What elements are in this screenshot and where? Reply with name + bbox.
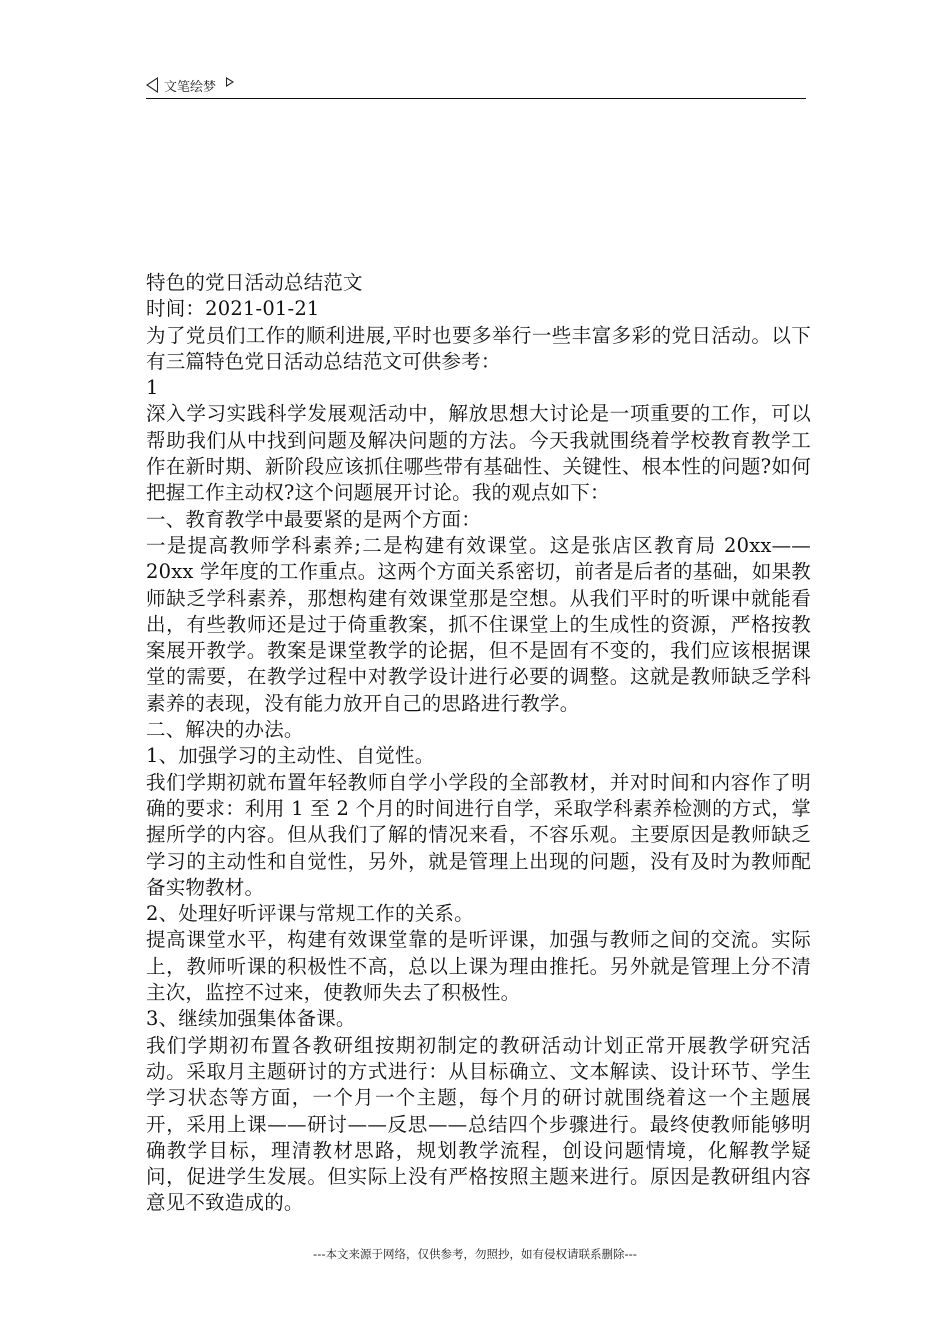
subsection-heading: 1、加强学习的主动性、自觉性。 <box>146 744 435 768</box>
document-date: 时间：2021-01-21 <box>146 297 320 321</box>
document-title: 特色的党日活动总结范文 <box>146 271 363 294</box>
left-triangle-icon <box>146 77 158 93</box>
section-number: 1 <box>146 376 159 400</box>
paragraph: 我们学期初布置各教研组按期初制定的教研活动计划正常开展教学研究活动。采取月主题研讨的方式进行：从目标确立、文本解读、设计环节、学生学习状态等方面，一个月一个主题，每个月的研讨就围绕着这一个主题展开，采用上课——研讨——反思——总结四个步骤进行。最终使教师能够明确教学目标，理清教材思路，规划教学流程，创设问题情境，化解教学疑问，促进学生发展。但实际上没有严格按照主题来进行。原因是教研组内容意见不致造成的。 <box>146 1033 811 1215</box>
header-brand: 文笔绘梦 <box>164 79 217 95</box>
header-divider <box>146 98 806 99</box>
paragraph: 为了党员们工作的顺利进展,平时也要多举行一些丰富多彩的党日活动。以下有三篇特色党日活动总结范文可供参考： <box>146 323 811 373</box>
page-header <box>146 73 806 97</box>
document-body <box>146 270 811 1217</box>
paragraph: 深入学习实践科学发展观活动中，解放思想大讨论是一项重要的工作，可以帮助我们从中找到问题及解决问题的方法。今天我就围绕着学校教育教学工作在新时期、新阶段应该抓住哪些带有基础性、关键性、根本性的问题?如何把握工作主动权?这个问题展开讨论。我的观点如下： <box>146 402 811 505</box>
right-triangle-icon <box>226 77 234 87</box>
paragraph: 我们学期初就布置年轻教师自学小学段的全部教材，并对时间和内容作了明确的要求：利用 1 至 2 个月的时间进行自学，采取学科素养检测的方式，掌握所学的内容。但从我们了解的情况来看，不容乐观。主要原因是教师缺乏学习的主动性和自觉性，另外，就是管理上出现的问题，没有及时为教师配备实物教材。 <box>146 770 811 899</box>
subsection-heading: 3、继续加强集体备课。 <box>146 1007 356 1031</box>
section-heading: 二、解决的办法。 <box>146 718 304 742</box>
subsection-heading: 2、处理好听评课与常规工作的关系。 <box>146 902 474 926</box>
footer-notice: ---本文来源于网络，仅供参考，勿照抄，如有侵权请联系删除--- <box>313 1247 637 1261</box>
paragraph: 提高课堂水平，构建有效课堂靠的是听评课，加强与教师之间的交流。实际上，教师听课的积极性不高，总以上课为理由推托。另外就是管理上分不清主次，监控不过来，使教师失去了积极性。 <box>146 928 811 1005</box>
section-heading: 一、教育教学中最要紧的是两个方面： <box>146 507 481 531</box>
paragraph: 一是提高教师学科素养;二是构建有效课堂。这是张店区教育局 20xx——20xx 学年度的工作重点。这两个方面关系密切，前者是后者的基础，如果教师缺乏学科素养，那想构建有效课堂那是空想。从我们平时的听课中就能看出，有些教师还是过于倚重教案，抓不住课堂上的生成性的资源，严格按教案展开教学。教案是课堂教学的论据，但不是固有不变的，我们应该根据课堂的需要，在教学过程中对教学设计进行必要的调整。这就是教师缺乏学科素养的表现，没有能力放开自己的思路进行教学。 <box>146 533 811 715</box>
